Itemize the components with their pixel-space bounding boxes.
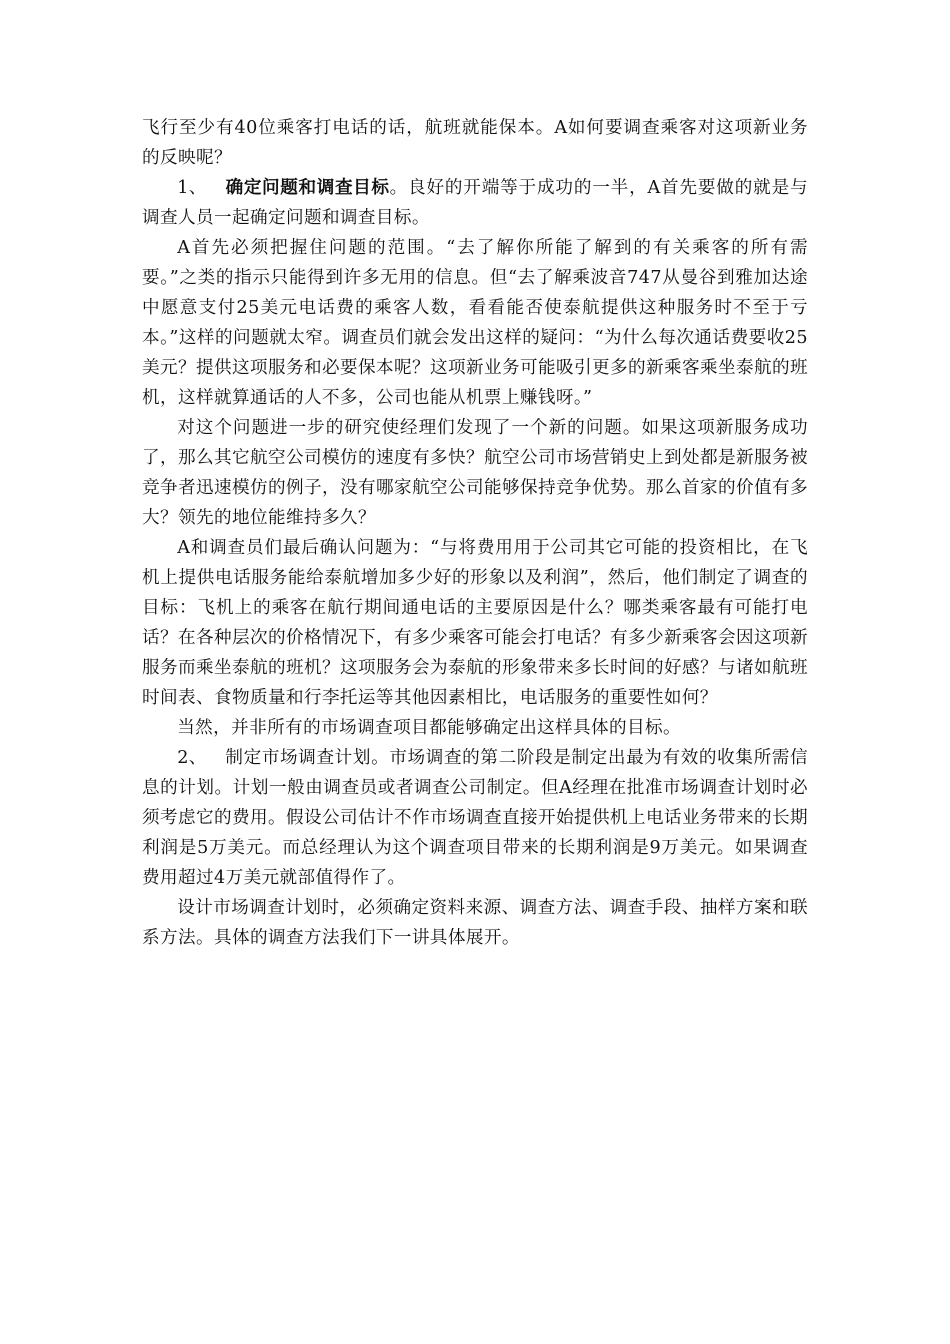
paragraph-plan-design: 设计市场调查计划时，必须确定资料来源、调查方法、调查手段、抽样方案和联系方法。具体的调查方法我们下一讲具体展开。 (142, 898, 808, 948)
paragraph-continuation: 飞行至少有40位乘客打电话的话，航班就能保本。A如何要调查乘客对这项新业务的反映呢？ (142, 118, 808, 168)
step-number: 1、 (177, 178, 207, 198)
paragraph-note: 当然，并非所有的市场调查项目都能够确定出这样具体的目标。 (177, 718, 682, 738)
paragraph-problem-scope: A首先必须把握住问题的范围。“去了解你所能了解到的有关乘客的所有需要。”之类的指示只能得到许多无用的信息。但“去了解乘波音747从曼谷到雅加达途中愿意支付25美元电话费的乘客人数，看看能否使泰航提供这种服务时不至于亏本。”这样的问题就太窄。调查员们就会发出这样的疑问：“为什么每次通话费要收25美元？提供这项服务和必要保本呢？这项新业务可能吸引更多的新乘客乘坐泰航的班机，这样就算通话的人不多，公司也能从机票上赚钱呀。” (142, 238, 808, 408)
paragraph-objectives: A和调查员们最后确认问题为：“与将费用用于公司其它可能的投资相比，在飞机上提供电话服务能给泰航增加多少好的形象以及利润”，然后，他们制定了调查的目标：飞机上的乘客在航行期间通电话的主要原因是什么？哪类乘客最有可能打电话？在各种层次的价格情况下，有多少乘客可能会打电话？有多少新乘客会因这项新服务而乘坐泰航的班机？这项服务会为泰航的形象带来多长时间的好感？与诸如航班时间表、食物质量和行李托运等其他因素相比，电话服务的重要性如何？ (142, 538, 808, 708)
paragraph-step-1 (142, 173, 808, 233)
paragraph-further-research: 对这个问题进一步的研究使经理们发现了一个新的问题。如果这项新服务成功了，那么其它航空公司模仿的速度有多快？航空公司市场营销史上到处都是新服务被竞争者迅速模仿的例子，没有哪家航空公司能够保持竞争优势。那么首家的价值有多大？领先的地位能维持多久？ (142, 418, 808, 528)
step-heading: 确定问题和调查目标 (225, 178, 390, 198)
document-body (142, 113, 808, 953)
step-body: 。良好的开端等于成功的一半，A首先要做的就是与调查人员一起确定问题和调查目标。 (142, 178, 808, 228)
step-body: 制定市场调查计划。市场调查的第二阶段是制定出最为有效的收集所需信息的计划。计划一般由调查员或者调查公司制定。但A经理在批准市场调查计划时必须考虑它的费用。假设公司估计不作市场调查直接开始提供机上电话业务带来的长期利润是5万美元。而总经理认为这个调查项目带来的长期利润是9万美元。如果调查费用超过4万美元就部值得作了。 (142, 748, 808, 888)
paragraph-step-2 (142, 743, 808, 893)
step-number: 2、 (177, 748, 207, 768)
